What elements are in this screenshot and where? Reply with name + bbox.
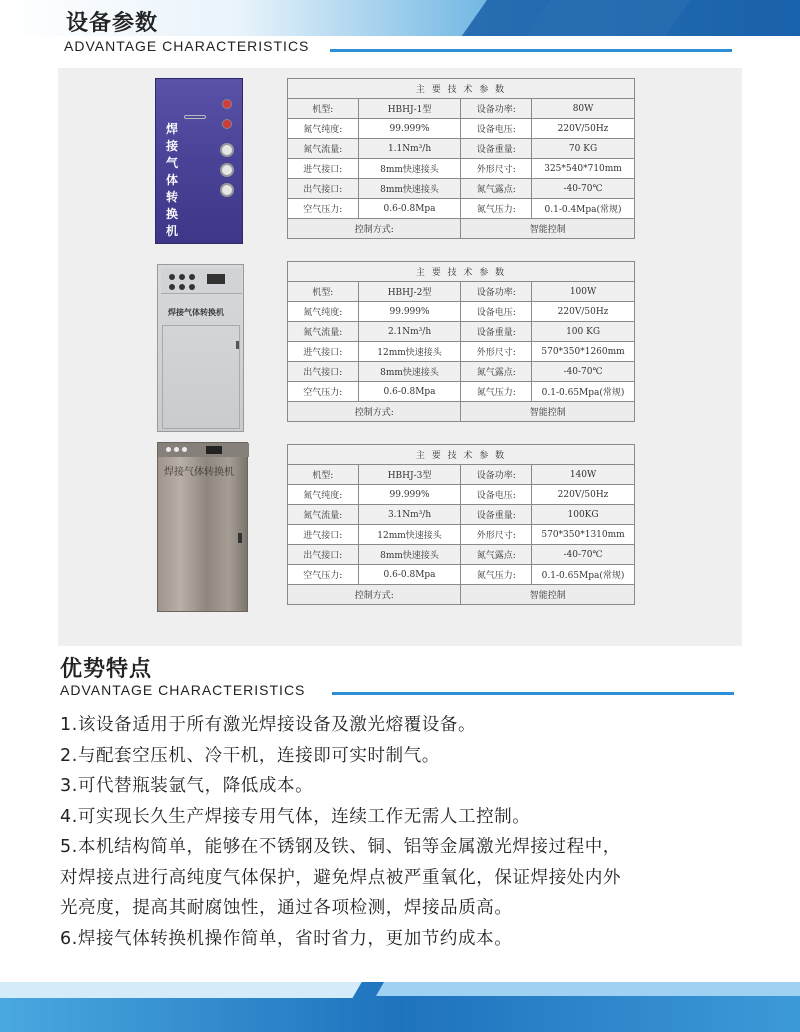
table-cell: 氮气纯度: xyxy=(288,119,359,139)
table-cell: 进气接口: xyxy=(288,342,359,362)
feature-line: 5.本机结构简单，能够在不锈钢及铁、铜、铝等金属激光焊接过程中， xyxy=(60,837,621,857)
feature-line: 光亮度，提高其耐腐蚀性，通过各项检测，焊接品质高。 xyxy=(60,898,513,918)
spec-table-2 xyxy=(287,261,635,422)
table-cell: 外形尺寸: xyxy=(461,525,532,545)
table-cell: 机型: xyxy=(288,99,359,119)
table-cell: 2.1Nm³/h xyxy=(358,322,461,342)
section1-title: 设备参数 xyxy=(66,11,159,36)
table-cell: 0.6-0.8Mpa xyxy=(358,382,461,402)
table-cell: HBHJ-3型 xyxy=(358,465,461,485)
feature-line: 对焊接点进行高纯度气体保护，避免焊点被严重氧化，保证焊接处内外 xyxy=(60,867,622,888)
table-cell: 外形尺寸: xyxy=(461,342,532,362)
table-cell: 220V/50Hz xyxy=(532,485,635,505)
table-cell: 氮气纯度: xyxy=(288,485,359,505)
section1-subtitle: ADVANTAGE CHARACTERISTICS xyxy=(64,38,310,54)
table-cell: 设备重量: xyxy=(461,322,532,342)
table-cell: -40-70℃ xyxy=(532,179,635,199)
section2-divider xyxy=(332,692,734,695)
table-header: 主 要 技 术 参 数 xyxy=(288,445,635,465)
table-cell: HBHJ-2型 xyxy=(358,282,461,302)
table-cell: 设备电压: xyxy=(461,485,532,505)
table-cell: 设备电压: xyxy=(461,119,532,139)
table-cell: -40-70℃ xyxy=(532,362,635,382)
table-cell: 控制方式: xyxy=(288,402,461,422)
section1-divider xyxy=(330,49,732,52)
table-cell: 氮气露点: xyxy=(461,362,532,382)
machine-3-label: 焊接气体转换机 xyxy=(164,467,234,478)
table-cell: 70 KG xyxy=(532,139,635,159)
table-cell: 氮气露点: xyxy=(461,179,532,199)
table-cell: 控制方式: xyxy=(288,585,461,605)
table-cell: 100 KG xyxy=(532,322,635,342)
section2-subtitle: ADVANTAGE CHARACTERISTICS xyxy=(60,682,306,698)
table-cell: 0.6-0.8Mpa xyxy=(358,199,461,219)
table-cell: 空气压力: xyxy=(288,565,359,585)
table-cell: 控制方式: xyxy=(288,219,461,239)
machine-2-label: 焊接气体转换机 xyxy=(168,308,224,317)
table-cell: 570*350*1310mm xyxy=(532,525,635,545)
table-cell: 99.999% xyxy=(358,119,461,139)
table-cell: 设备电压: xyxy=(461,302,532,322)
table-cell: 80W xyxy=(532,99,635,119)
table-cell: 220V/50Hz xyxy=(532,302,635,322)
features-list xyxy=(60,710,750,954)
table-header: 主 要 技 术 参 数 xyxy=(288,262,635,282)
bottom-banner xyxy=(0,982,800,1032)
table-cell: HBHJ-1型 xyxy=(358,99,461,119)
table-cell: 0.6-0.8Mpa xyxy=(358,565,461,585)
table-cell: 进气接口: xyxy=(288,159,359,179)
table-header: 主 要 技 术 参 数 xyxy=(288,79,635,99)
table-cell: 设备功率: xyxy=(461,465,532,485)
table-cell: 机型: xyxy=(288,282,359,302)
table-cell: 氮气纯度: xyxy=(288,302,359,322)
machine-image-2 xyxy=(157,264,244,432)
table-cell: 99.999% xyxy=(358,302,461,322)
table-cell: 12mm快速接头 xyxy=(358,342,461,362)
table-cell: 0.1-0.4Mpa(常规) xyxy=(532,199,635,219)
table-cell: 设备功率: xyxy=(461,99,532,119)
table-cell: 氮气流量: xyxy=(288,139,359,159)
table-cell: 99.999% xyxy=(358,485,461,505)
table-cell: 0.1-0.65Mpa(常规) xyxy=(532,382,635,402)
machine-1-label: 焊接气体转换机 xyxy=(166,122,179,238)
table-cell: 设备重量: xyxy=(461,505,532,525)
table-cell: 140W xyxy=(532,465,635,485)
table-cell: 进气接口: xyxy=(288,525,359,545)
table-cell: 机型: xyxy=(288,465,359,485)
machine-image-3 xyxy=(157,442,248,612)
section2-title: 优势特点 xyxy=(60,657,153,682)
table-cell: 325*540*710mm xyxy=(532,159,635,179)
table-cell: 设备重量: xyxy=(461,139,532,159)
table-cell: 8mm快速接头 xyxy=(358,545,461,565)
table-cell: 氮气露点: xyxy=(461,545,532,565)
table-cell: 出气接口: xyxy=(288,179,359,199)
table-cell: 出气接口: xyxy=(288,362,359,382)
table-cell: 8mm快速接头 xyxy=(358,362,461,382)
feature-line: 1.该设备适用于所有激光焊接设备及激光熔覆设备。 xyxy=(60,715,477,735)
table-cell: 空气压力: xyxy=(288,199,359,219)
feature-line: 2.与配套空压机、冷干机，连接即可实时制气。 xyxy=(60,745,440,766)
table-cell: 氮气压力: xyxy=(461,565,532,585)
table-cell: 0.1-0.65Mpa(常规) xyxy=(532,565,635,585)
table-cell: 设备功率: xyxy=(461,282,532,302)
table-cell: 氮气流量: xyxy=(288,505,359,525)
table-cell: 3.1Nm³/h xyxy=(358,505,461,525)
table-cell: 出气接口: xyxy=(288,545,359,565)
table-cell: 220V/50Hz xyxy=(532,119,635,139)
table-cell: 氮气压力: xyxy=(461,382,532,402)
table-cell: 12mm快速接头 xyxy=(358,525,461,545)
table-cell: 空气压力: xyxy=(288,382,359,402)
table-cell: 8mm快速接头 xyxy=(358,159,461,179)
feature-line: 4.可实现长久生产焊接专用气体，连续工作无需人工控制。 xyxy=(60,806,531,827)
table-cell: 智能控制 xyxy=(461,585,635,605)
spec-table-3 xyxy=(287,444,635,605)
table-cell: 外形尺寸: xyxy=(461,159,532,179)
spec-table-1 xyxy=(287,78,635,239)
table-cell: 8mm快速接头 xyxy=(358,179,461,199)
machine-image-1 xyxy=(155,78,243,244)
table-cell: 智能控制 xyxy=(461,402,635,422)
table-cell: 100W xyxy=(532,282,635,302)
table-cell: -40-70℃ xyxy=(532,545,635,565)
table-cell: 1.1Nm³/h xyxy=(358,139,461,159)
table-cell: 氮气流量: xyxy=(288,322,359,342)
table-cell: 氮气压力: xyxy=(461,199,532,219)
feature-line: 6.焊接气体转换机操作简单，省时省力，更加节约成本。 xyxy=(60,928,513,949)
table-cell: 570*350*1260mm xyxy=(532,342,635,362)
table-cell: 智能控制 xyxy=(461,219,635,239)
table-cell: 100KG xyxy=(532,505,635,525)
feature-line: 3.可代替瓶装氩气，降低成本。 xyxy=(60,776,314,796)
